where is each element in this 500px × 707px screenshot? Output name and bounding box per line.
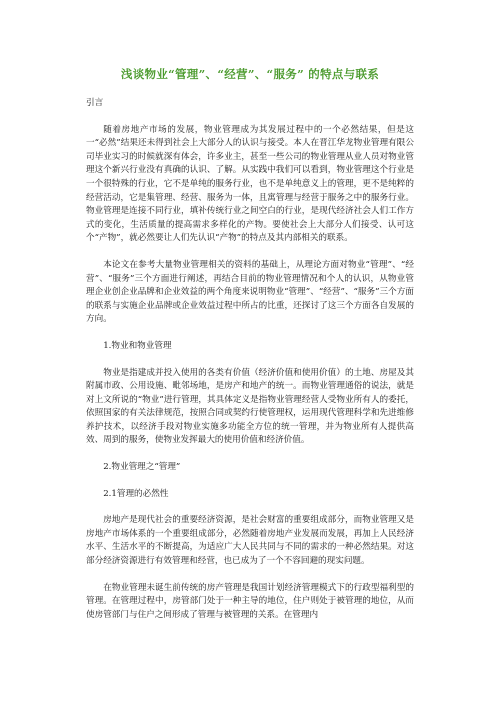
document-body <box>86 97 414 622</box>
section-1-heading: 1.物业和物业管理 <box>103 340 172 351</box>
section-2-1-heading: 2.1管理的必然性 <box>103 488 169 499</box>
paragraph-5: 在物业管理未诞生前传统的房产管理是我国计划经济管理模式下的行政型福利型的管理。在管理过程中，房管部门处于一种主导的地位，住户则处于被管理的地位，从而使房管部门与住户之间形成了管理与被管理的关系。在管理内 <box>86 582 414 620</box>
intro-heading: 引言 <box>86 98 104 108</box>
paragraph-1: 随着房地产市场的发展，物业管理成为其发展过程中的一个必然结果，但是这一“必然”结果还未得到社会上大部分人的认识与接受。本人在晋江华龙物业管理有限公司毕业实习的时候就深有体会，许多业主，甚至一些公司的物业管理从业人员对物业管理这个新兴行业没有真确的认识、了解。从实践中我们可以看到，物业管理这个行业是一个很特殊的行业，它不是单纯的服务行业，也不是单纯意义上的管理，更不是纯粹的经营活动，它是集管理、经营、服务为一体，且寓管理与经营于服务之中的服务行业。物业管理是连接不同行业，填补传统行业之间空白的行业，是现代经济社会人们工作方式的变化，生活质量的提高需求多样化的产物。要使社会上大部分人们接受、认可这个“产物”，就必然要让人们先认识“产物”的特点及其内部相关的联系。 <box>86 124 414 244</box>
paragraph-2: 本论文在参考大量物业管理相关的资料的基础上，从理论方面对物业“管理”、“经营”、“服务”三个方面进行阐述，再结合目前的物业管理情况和个人的认识，从物业管理企业创企业品牌和企业效益的两个角度来说明物业“管理”、“经营”、“服务”三个方面的联系与实施企业品牌或企业效益过程中所占的比重，还探讨了这三个方面各自发展的方向。 <box>86 259 414 325</box>
document-title: 浅谈物业“管理”、“经营”、“服务” 的特点与联系 <box>120 67 380 81</box>
section-2-heading: 2.物业管理之“管理” <box>103 462 181 473</box>
paragraph-4: 房地产是现代社会的重要经济资源，是社会财富的重要组成部分，而物业管理又是房地产市场体系的一个重要组成部分，必然随着房地产业发展而发展，再加上人民经济水平、生活水平的不断提高，为适应广大人民共同与不同的需求的一种必然结果。对这部分经济资源进行有效管理和经营，也已成为了一个不容回避的现实问题。 <box>86 515 414 567</box>
paragraph-3: 物业是指建成并投入使用的各类有价值（经济价值和使用价值）的土地、房屋及其附属市政、公用设施、毗邻场地，是房产和地产的统一。而物业管理通俗的说法，就是对上文所说的“物业”进行管理，其具体定义是指物业管理经营人受物业所有人的委托，依照国家的有关法律规范，按照合同或契约行使管理权，运用现代管理科学和先进维修养护技术，以经济手段对物业实施多功能全方位的统一管理，并为物业所有人提供高效、周到的服务，使物业发挥最大的使用价值和经济价值。 <box>86 367 414 446</box>
